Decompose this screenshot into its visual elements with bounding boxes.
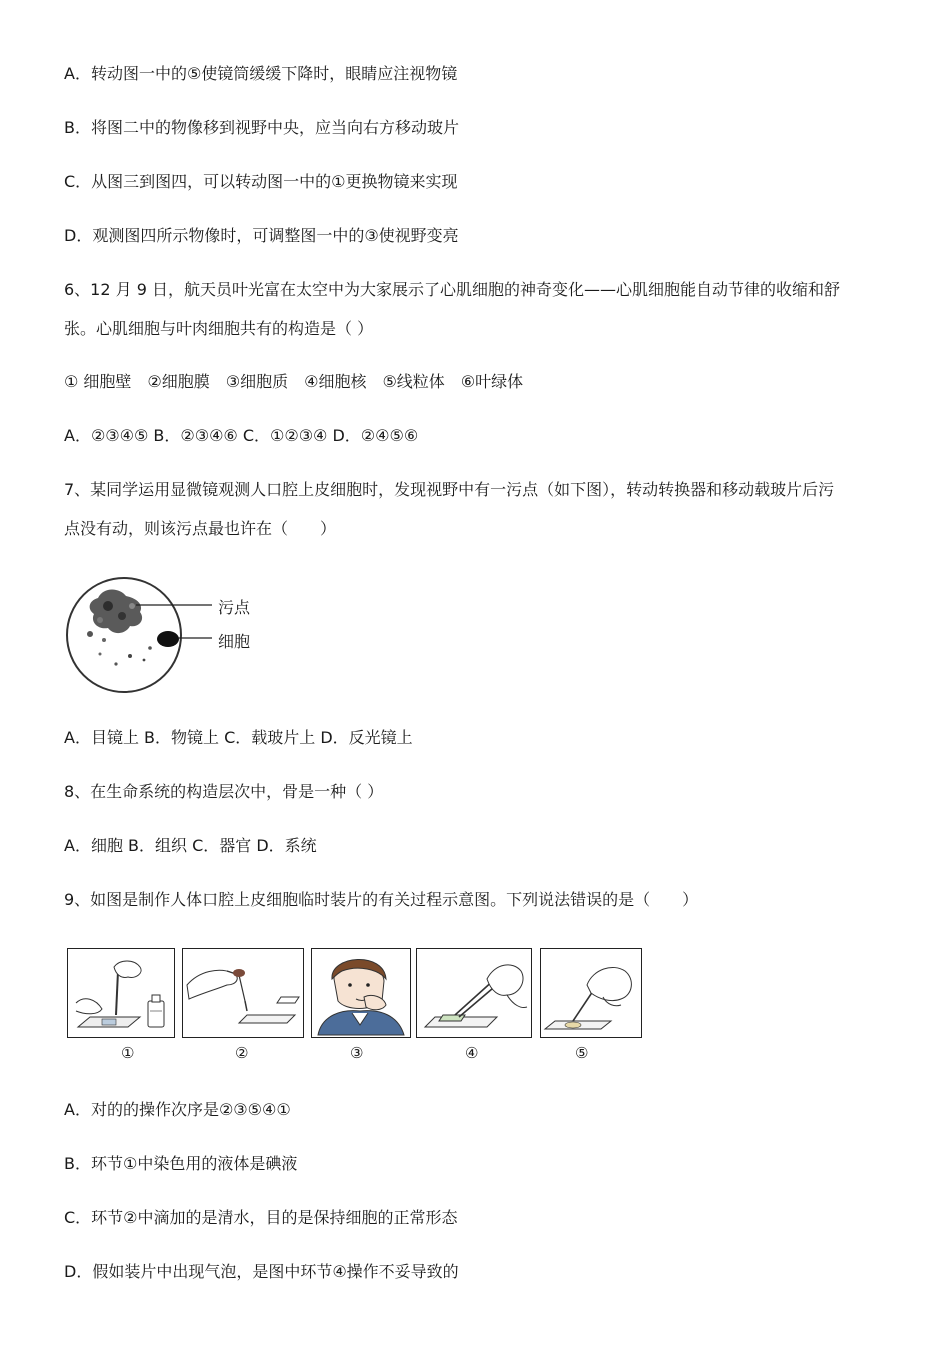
q5-option-a: A．转动图一中的⑤使镜筒缓缓下降时，眼睛应注视物镜 [64,64,458,83]
q8-stem: 8、在生命系统的构造层次中，骨是一种（ ） [64,782,384,801]
step-5-smear-panel [540,948,642,1038]
step-number-3: ③ [350,1044,364,1062]
q5-option-b: B．将图二中的物像移到视野中央，应当向右方移动玻片 [64,118,459,137]
dropper-illustration [183,949,302,1036]
q7-stem-line1: 7、某同学运用显微镜观测人口腔上皮细胞时，发现视野中有一污点（如下图），转动转换器和移动载玻片后污 [64,480,835,499]
step-2-drip-panel [182,948,304,1038]
cell-blob [157,631,179,647]
label-cell: 细胞 [218,632,251,651]
q6-stem-line2: 张。心肌细胞与叶肉细胞共有的构造是（ ） [64,319,374,338]
q5-option-d: D．观测图四所示物像时，可调整图一中的③使视野变亮 [64,226,459,245]
q5-option-c: C．从图三到图四，可以转动图一中的①更换物镜来实现 [64,172,458,191]
q6-stem-line1: 6、12 月 9 日，航天员叶光富在太空中为大家展示了心肌细胞的神奇变化——心肌细胞能自动节律的收缩和舒 [64,280,840,299]
q9-stem: 9、如图是制作人体口腔上皮细胞临时装片的有关过程示意图。下列说法错误的是（ ） [64,890,699,909]
step-number-1: ① [121,1044,135,1062]
step-number-2: ② [235,1044,249,1062]
step-number-5: ⑤ [575,1044,589,1062]
smear-illustration [541,949,640,1036]
q9-option-c: C．环节②中滴加的是清水，目的是保持细胞的正常形态 [64,1208,458,1227]
step-number-4: ④ [465,1044,479,1062]
tweezers-coverslip-illustration [417,949,530,1036]
label-dirt-spot: 污点 [218,598,251,617]
q7-stem-line2: 点没有动，则该污点最也许在（ ） [64,519,337,538]
q7-options: A．目镜上 B．物镜上 C．载玻片上 D．反光镜上 [64,728,413,747]
step-4-coverslip-panel [416,948,532,1038]
q9-option-a: A．对的的操作次序是②③⑤④① [64,1100,291,1119]
q6-options: A．②③④⑤ B．②③④⑥ C．①②③④ D．②④⑤⑥ [64,426,419,445]
step-1-staining-panel [67,948,175,1038]
staining-illustration [68,949,173,1036]
step-3-scrape-panel [311,948,411,1038]
q8-options: A．细胞 B．组织 C．器官 D．系统 [64,836,317,855]
q9-option-d: D．假如装片中出现气泡，是图中环节④操作不妥导致的 [64,1262,459,1281]
q9-option-b: B．环节①中染色用的液体是碘液 [64,1154,298,1173]
boy-scraping-cheek-illustration [312,949,409,1036]
q6-structure-items: ① 细胞壁 ②细胞膜 ③细胞质 ④细胞核 ⑤线粒体 ⑥叶绿体 [64,372,524,391]
